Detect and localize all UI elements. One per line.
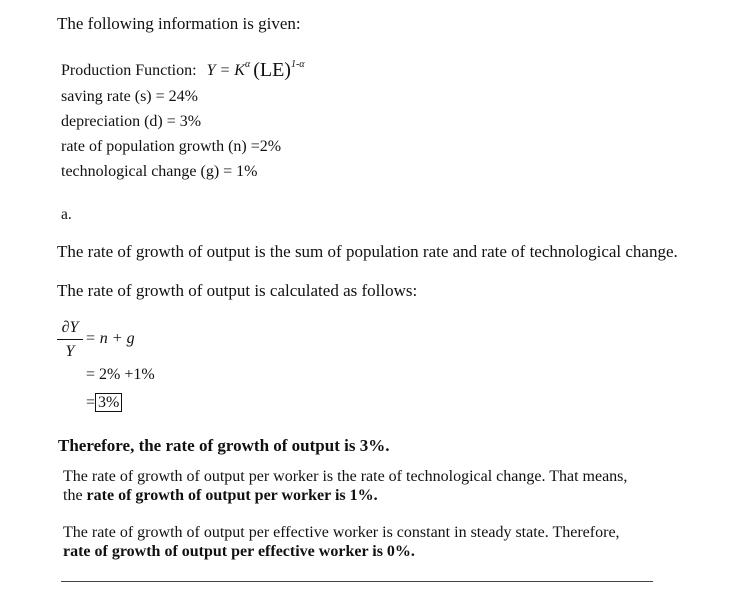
production-label: Production Function: bbox=[61, 62, 197, 79]
fraction-dy-over-y bbox=[57, 318, 83, 362]
alpha-exponent: α bbox=[244, 59, 251, 70]
equation-result bbox=[86, 394, 122, 412]
intro-text: The following information is given: bbox=[57, 14, 301, 33]
saving-rate: saving rate (s) = 24% bbox=[61, 88, 198, 105]
boxed-answer: 3% bbox=[95, 393, 122, 412]
fraction-denominator: Y bbox=[65, 343, 75, 360]
production-function bbox=[61, 58, 305, 81]
equation-equals: = bbox=[86, 394, 96, 411]
paragraph-growth-sum: The rate of growth of output is the sum of population rate and rate of technological change. bbox=[57, 242, 678, 261]
conclusion: Therefore, the rate of growth of output is 3%. bbox=[58, 436, 390, 455]
effective-line1: The rate of growth of output per effective worker is constant in steady state. Therefore, bbox=[63, 524, 620, 541]
technological-change: technological change (g) = 1% bbox=[61, 163, 258, 180]
per-worker-result: rate of growth of output per worker is 1%. bbox=[86, 487, 378, 504]
fraction-numerator: ∂Y bbox=[61, 319, 79, 336]
one-minus-alpha-exponent: 1-α bbox=[290, 59, 305, 70]
depreciation: depreciation (d) = 3% bbox=[61, 113, 202, 130]
part-label: a. bbox=[61, 206, 72, 223]
population-growth: rate of population growth (n) =2% bbox=[61, 138, 282, 155]
production-le: (LE) bbox=[253, 59, 291, 81]
production-lhs: Y = K bbox=[206, 62, 245, 79]
equation-sum: = 2% +1% bbox=[86, 366, 155, 383]
per-worker-prefix: the bbox=[63, 487, 87, 504]
equation-n-plus-g: = n + g bbox=[85, 330, 135, 347]
effective-result: rate of growth of output per effective worker is 0%. bbox=[63, 543, 415, 560]
per-worker-line1: The rate of growth of output per worker is the rate of technological change. That means, bbox=[63, 468, 628, 485]
per-worker-line2 bbox=[63, 487, 378, 505]
paragraph-calculated: The rate of growth of output is calculated as follows: bbox=[57, 281, 418, 300]
bottom-divider bbox=[61, 581, 653, 582]
fraction-bar bbox=[57, 339, 83, 340]
